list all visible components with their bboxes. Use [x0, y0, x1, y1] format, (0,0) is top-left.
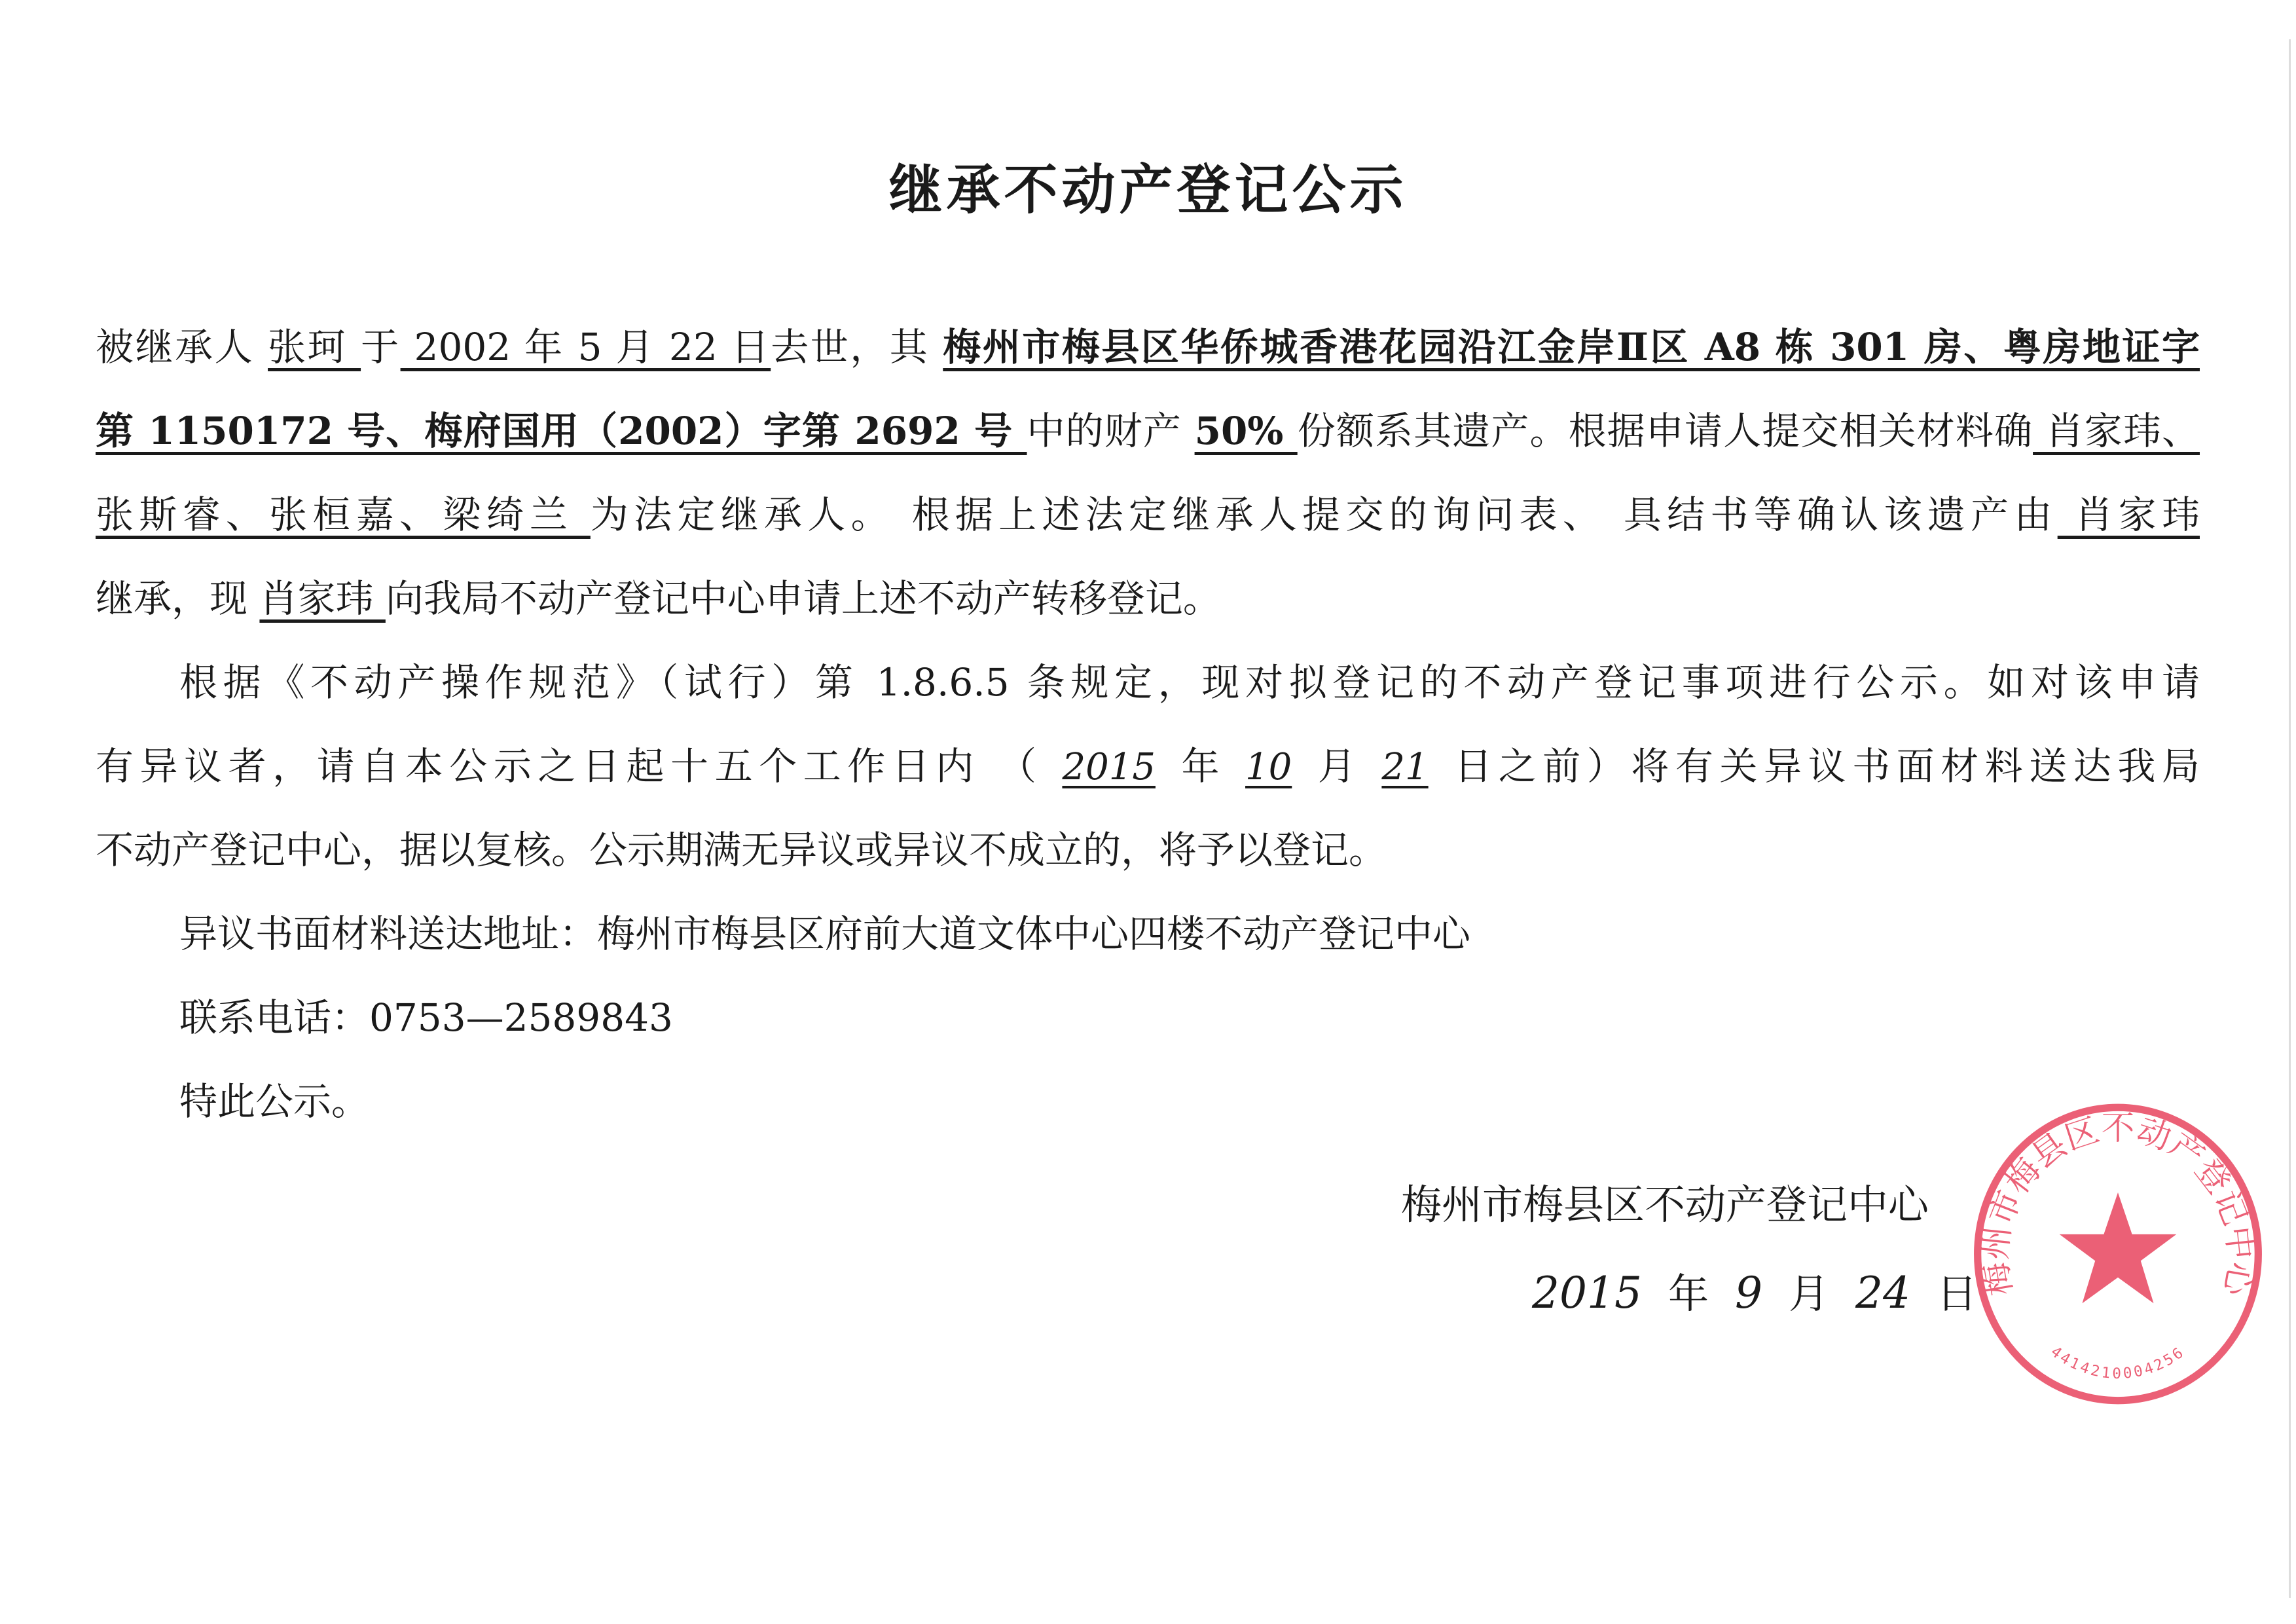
month-label: 月 — [1788, 1270, 1829, 1318]
text-segment: 根据《不动产操作规范》（试行）第 1.8.6.5 条规定，现对拟登记的不动产登记事项进行公示。如对该申请 — [179, 660, 2200, 705]
body-line — [96, 405, 2200, 457]
body-line — [96, 1075, 2200, 1128]
handwritten-year: 2015 — [1532, 1268, 1642, 1318]
filled-field: 张斯睿、张桓嘉、梁绮兰 — [96, 492, 591, 537]
issuing-organization: 梅州市梅县区不动产登记中心 — [1401, 1181, 1929, 1228]
body-line — [96, 740, 2200, 792]
filled-field: 梅州市梅县区华侨城香港花园沿江金岸Ⅱ区 A8 栋 301 房、粤房地证字 — [943, 325, 2200, 369]
text-segment: 向我局不动产登记中心申请上述不动产转移登记。 — [385, 576, 1221, 621]
day-label: 日 — [1936, 1270, 1977, 1318]
text-segment: 继承，现 — [96, 576, 260, 621]
body-line — [96, 489, 2200, 541]
text-segment: 份额系其遗产。根据申请人提交相关材料确 — [1297, 409, 2033, 453]
text-segment: 年 — [1175, 744, 1226, 788]
seal-number: 4414210004256 — [2047, 1343, 2189, 1382]
text-segment: 日之前）将有关异议书面材料送达我局 — [1448, 744, 2200, 788]
text-segment: 去世，其 — [771, 325, 943, 369]
seal-text: 梅州市梅县区不动产登记中心 — [1975, 1109, 2261, 1299]
seal-star-icon — [2060, 1192, 2177, 1303]
body-line — [96, 572, 2200, 625]
text-segment: 联系电话：0753—2589843 — [179, 995, 673, 1040]
text-segment: 中的财产 — [1027, 409, 1195, 453]
filled-field: 2002 年 5 月 22 日 — [400, 325, 771, 369]
issue-date — [1506, 1267, 1977, 1320]
text-segment: 不动产登记中心，据以复核。公示期满无异议或异议不成立的，将予以登记。 — [96, 828, 1387, 872]
text-segment: 特此公示。 — [179, 1079, 370, 1124]
official-seal — [1964, 1100, 2272, 1408]
text-segment: 被继承人 — [96, 325, 268, 369]
handwritten-month: 9 — [1734, 1268, 1762, 1318]
filled-field: 肖家玮 — [2057, 492, 2200, 537]
handwritten-field: 21 — [1381, 746, 1429, 788]
handwritten-field: 10 — [1245, 746, 1292, 788]
body-line — [96, 824, 2200, 876]
text-segment: 为法定继承人。 根据上述法定继承人提交的询问表、 具结书等确认该遗产由 — [590, 492, 2058, 537]
text-segment: 有异议者，请自本公示之日起十五个工作日内 （ — [96, 744, 1043, 788]
document-title: 继承不动产登记公示 — [888, 159, 1408, 221]
filled-field: 张珂 — [268, 325, 361, 369]
year-label: 年 — [1667, 1270, 1709, 1318]
body-line — [96, 321, 2200, 373]
scan-edge — [2289, 39, 2291, 1598]
text-segment: 月 — [1311, 744, 1362, 788]
filled-field: 肖家玮、 — [2033, 409, 2200, 453]
text-segment: 异议书面材料送达地址：梅州市梅县区府前大道文体中心四楼不动产登记中心 — [179, 912, 1471, 956]
body-line — [96, 908, 2200, 960]
body-line — [96, 991, 2200, 1044]
body-line — [96, 656, 2200, 709]
filled-field: 第 1150172 号、梅府国用（2002）字第 2692 号 — [96, 409, 1027, 453]
handwritten-field: 2015 — [1062, 746, 1156, 788]
handwritten-day: 24 — [1855, 1268, 1910, 1318]
filled-field: 肖家玮 — [259, 576, 386, 621]
filled-field: 50% — [1194, 409, 1298, 453]
text-segment: 于 — [361, 325, 401, 369]
